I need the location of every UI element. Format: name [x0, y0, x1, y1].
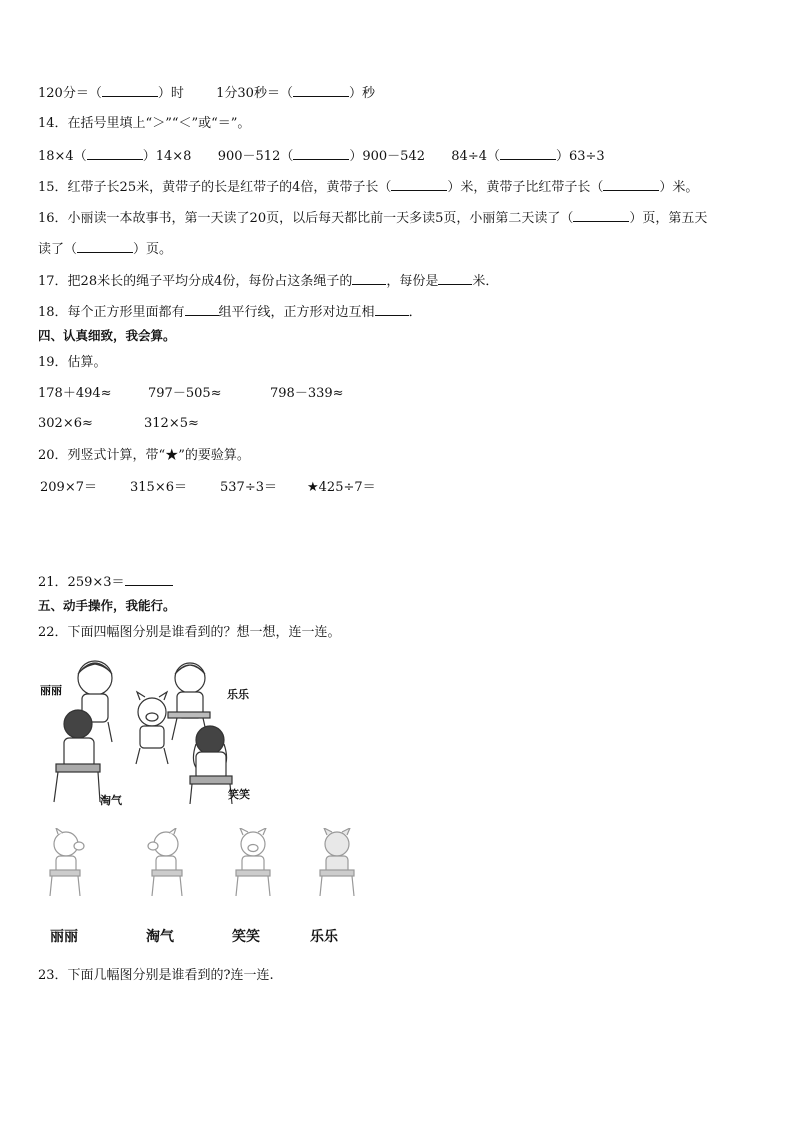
q14-title: 14．在括号里填上“＞”“＜”或“＝”。 — [38, 116, 251, 131]
scene-label-xiaoxiao: 笑笑 — [228, 788, 250, 801]
name-lili[interactable]: 丽丽 — [50, 929, 78, 945]
scene-label-lili: 丽丽 — [40, 684, 62, 697]
q20-title: 20．列竖式计算，带“★”的要验算。 — [38, 448, 250, 463]
q15: 15．红带子长25米，黄带子的长是红带子的4倍，黄带子长（ ）米，黄带子比红带子长（ ）米。 — [38, 180, 699, 195]
q19-row2: 302×6≈ 312×5≈ — [38, 416, 199, 431]
compare-blank[interactable] — [293, 147, 349, 160]
pig-view-side-left[interactable] — [44, 828, 94, 898]
time-conversion-line: 120分＝（ ）时 1分30秒＝（ ）秒 — [38, 86, 375, 101]
q-minutes-to-hours: 120分＝（ — [38, 86, 102, 101]
q17: 17．把28米长的绳子平均分成4份，每份占这条绳子的 ，每份是 米． — [38, 274, 499, 289]
section-5-heading: 五、动手操作，我能行。 — [38, 598, 176, 613]
q16-line1: 16．小丽读一本故事书，第一天读了20页，以后每天都比前一天多读5页，小丽第二天读了（ ）页，第五天 — [38, 211, 708, 226]
q19-title: 19．估算。 — [38, 355, 107, 370]
q22-title: 22．下面四幅图分别是谁看到的？想一想，连一连。 — [38, 625, 341, 640]
section-4-heading: 四、认真细致，我会算。 — [38, 328, 176, 343]
compare-blank[interactable] — [500, 147, 556, 160]
name-xiaoxiao[interactable]: 笑笑 — [232, 929, 260, 945]
answer-blank[interactable] — [438, 272, 472, 285]
answer-blank[interactable] — [185, 303, 219, 316]
pig-view-front[interactable] — [228, 828, 278, 898]
compare-blank[interactable] — [87, 147, 143, 160]
answer-blank[interactable] — [125, 573, 173, 586]
pig-view-side-right[interactable] — [140, 828, 190, 898]
q14-items: 18×4（ ）14×8 900－512（ ）900－542 84÷4（ ）63÷3 — [38, 149, 605, 164]
answer-blank[interactable] — [102, 84, 158, 97]
q-minutes-to-seconds: 1分30秒＝（ — [216, 86, 293, 101]
q19-row1: 178＋494≈ 797－505≈ 798－339≈ — [38, 386, 344, 401]
answer-blank[interactable] — [77, 240, 133, 253]
children-around-pig-scene — [40, 652, 270, 810]
answer-blank[interactable] — [573, 209, 629, 222]
answer-blank[interactable] — [391, 178, 447, 191]
name-taoqi[interactable]: 淘气 — [146, 929, 174, 945]
q23-title: 23．下面几幅图分别是谁看到的?连一连. — [38, 968, 274, 983]
name-lele[interactable]: 乐乐 — [310, 929, 338, 945]
scene-label-taoqi: 淘气 — [100, 794, 122, 807]
q20-items: 209×7＝ 315×6＝ 537÷3＝ ★425÷7＝ — [40, 480, 376, 495]
answer-blank[interactable] — [352, 272, 386, 285]
answer-blank[interactable] — [603, 178, 659, 191]
answer-blank[interactable] — [375, 303, 409, 316]
q18: 18．每个正方形里面都有 组平行线，正方形对边互相 ． — [38, 305, 422, 320]
scene-label-lele: 乐乐 — [227, 688, 249, 701]
pig-view-back[interactable] — [312, 828, 362, 898]
q16-line2: 读了（ ）页。 — [38, 242, 173, 257]
answer-blank[interactable] — [293, 84, 349, 97]
q21: 21．259×3＝ — [38, 573, 173, 591]
